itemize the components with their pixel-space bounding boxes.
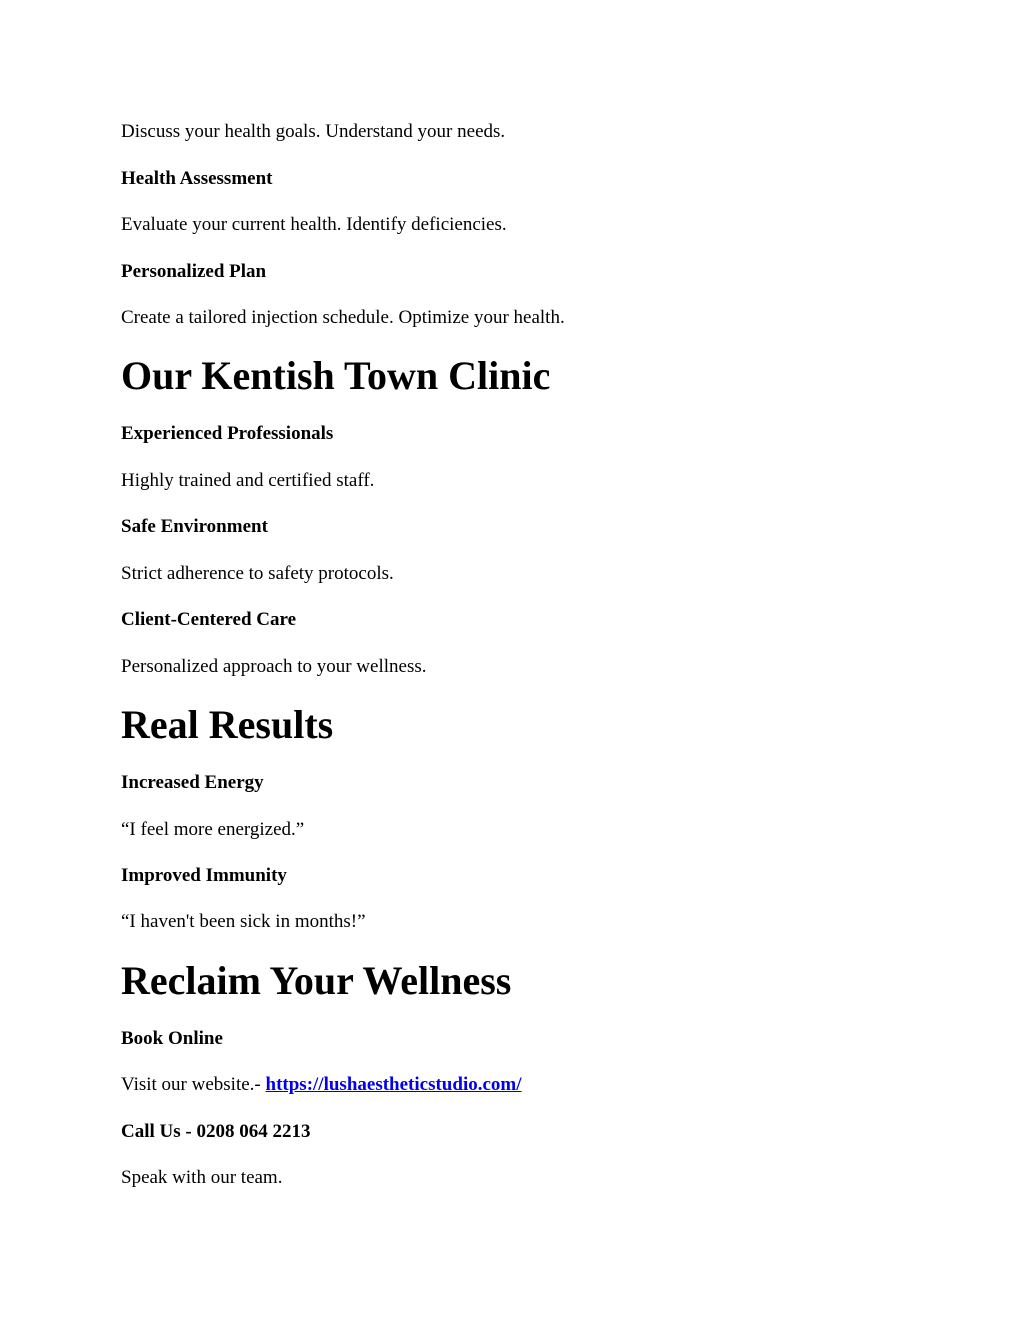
clinic-item-title: Client-Centered Care xyxy=(121,609,296,630)
personalized-plan-title: Personalized Plan xyxy=(121,261,267,282)
clinic-item-text: Strict adherence to safety protocols. xyxy=(121,563,394,584)
clinic-item-text: Personalized approach to your wellness. xyxy=(121,656,427,677)
website-link[interactable]: https://lushaestheticstudio.com/ xyxy=(265,1074,522,1095)
call-us-text: Speak with our team. xyxy=(121,1167,283,1188)
call-us-title: Call Us - 0208 064 2213 xyxy=(121,1121,311,1142)
book-online-text: Visit our website.- xyxy=(121,1074,266,1095)
clinic-item-title: Safe Environment xyxy=(121,516,268,537)
consultation-text: Discuss your health goals. Understand your needs. xyxy=(121,121,506,142)
book-online-title: Book Online xyxy=(121,1028,223,1049)
wellness-heading: Reclaim Your Wellness xyxy=(121,958,512,1003)
health-assessment-text: Evaluate your current health. Identify deficiencies. xyxy=(121,214,507,235)
results-item-title: Increased Energy xyxy=(121,772,264,793)
book-online-line xyxy=(121,1074,522,1096)
clinic-heading: Our Kentish Town Clinic xyxy=(121,353,551,398)
clinic-item-title: Experienced Professionals xyxy=(121,423,334,444)
results-item-title: Improved Immunity xyxy=(121,865,287,886)
personalized-plan-text: Create a tailored injection schedule. Optimize your health. xyxy=(121,307,565,328)
testimonial-text: “I feel more energized.” xyxy=(121,819,305,840)
health-assessment-title: Health Assessment xyxy=(121,168,273,189)
clinic-item-text: Highly trained and certified staff. xyxy=(121,470,375,491)
results-heading: Real Results xyxy=(121,702,334,747)
testimonial-text: “I haven't been sick in months!” xyxy=(121,911,366,932)
